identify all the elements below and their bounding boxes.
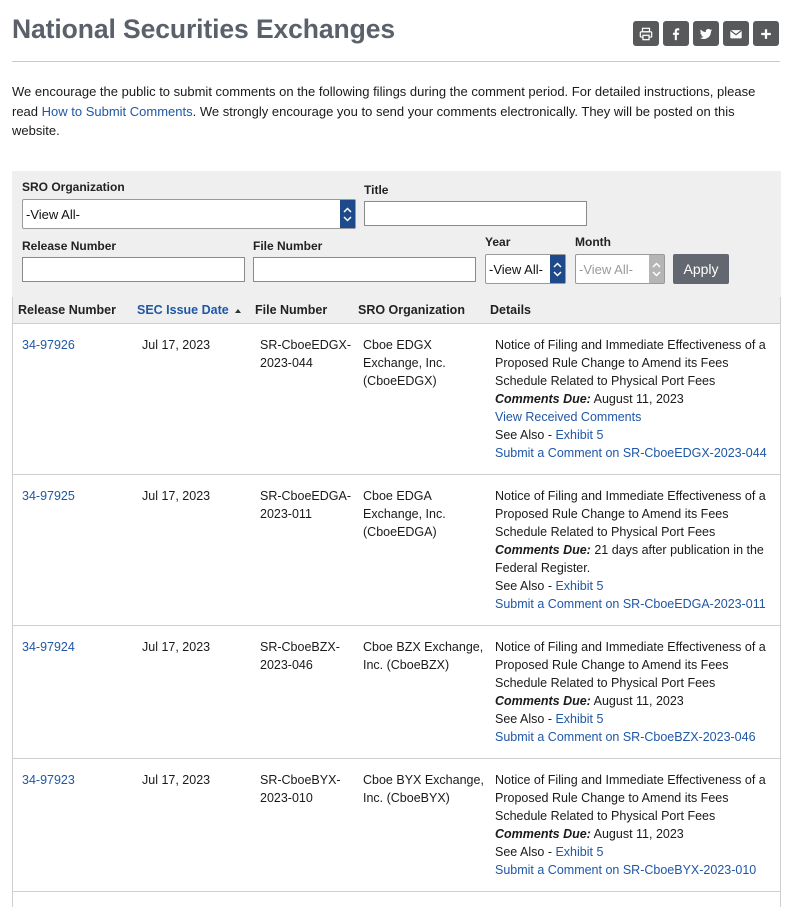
month-select-value: -View All-: [579, 262, 633, 277]
select-arrows-icon: [649, 255, 664, 283]
comments-due-value: 21 days after publication in the Federal Register.: [495, 543, 764, 575]
issue-date: Jul 17, 2023: [142, 489, 211, 503]
sort-ascending-icon: [235, 309, 241, 313]
comments-due: [495, 692, 779, 710]
table-row: [13, 626, 780, 759]
column-header-sec-issue-date[interactable]: [137, 303, 241, 317]
column-header-release-number[interactable]: Release Number: [18, 303, 116, 317]
comments-due: [495, 541, 779, 577]
notice-text: Notice of Filing and Immediate Effectiveness of a Proposed Rule Change to Amend its Fees Schedule Related to Physical Port Fees: [495, 489, 766, 539]
exhibit-link[interactable]: Exhibit 5: [555, 845, 604, 859]
file-number-input[interactable]: [253, 257, 476, 282]
see-also: [495, 710, 779, 728]
see-also: [495, 426, 779, 444]
see-also-label: See Also -: [495, 712, 556, 726]
comments-due-label: Comments Due:: [495, 543, 591, 557]
details: [495, 638, 779, 746]
notice-text: Notice of Filing and Immediate Effectiveness of a Proposed Rule Change to Amend its Fees Schedule Related to Physical Port Fees: [495, 640, 766, 690]
comments-due: [495, 390, 779, 408]
exhibit-link[interactable]: Exhibit 5: [555, 428, 604, 442]
select-arrows-icon: [340, 200, 355, 228]
see-also: [495, 577, 779, 595]
details: [495, 336, 779, 462]
share-toolbar: [633, 21, 779, 46]
title-label: Title: [364, 183, 389, 197]
print-icon: [639, 27, 653, 41]
sro-organization: Cboe EDGA Exchange, Inc. (CboeEDGA): [363, 489, 446, 539]
view-received-comments-link[interactable]: View Received Comments: [495, 410, 642, 424]
see-also-label: See Also -: [495, 428, 556, 442]
column-header-details: Details: [490, 303, 531, 317]
title-divider: [12, 61, 780, 62]
comments-due: [495, 825, 779, 843]
table-header: [13, 297, 780, 324]
table-row: [13, 759, 780, 892]
issue-date: Jul 17, 2023: [142, 640, 211, 654]
twitter-button[interactable]: [693, 21, 719, 46]
intro-text: [12, 82, 782, 141]
print-button[interactable]: [633, 21, 659, 46]
release-number-link[interactable]: 34-97926: [22, 338, 75, 352]
column-header-file-number[interactable]: File Number: [255, 303, 328, 317]
submit-comment-link[interactable]: Submit a Comment on SR-CboeBZX-2023-046: [495, 730, 756, 744]
table-row: [13, 324, 780, 475]
title-input[interactable]: [364, 201, 587, 226]
see-also: [495, 843, 779, 861]
email-button[interactable]: [723, 21, 749, 46]
twitter-icon: [699, 27, 713, 41]
apply-button[interactable]: Apply: [673, 254, 729, 284]
month-select[interactable]: [575, 254, 665, 284]
details: [495, 771, 779, 879]
release-number-input[interactable]: [22, 257, 245, 282]
file-number: SR-CboeEDGX-2023-044: [260, 338, 351, 370]
issue-date: Jul 17, 2023: [142, 773, 211, 787]
filter-panel: [12, 171, 781, 297]
column-header-sro-organization[interactable]: SRO Organization: [358, 303, 465, 317]
release-number-label: Release Number: [22, 239, 117, 253]
sro-select[interactable]: [22, 199, 356, 229]
details: [495, 487, 779, 613]
year-label: Year: [485, 235, 511, 249]
submit-comment-link[interactable]: Submit a Comment on SR-CboeBYX-2023-010: [495, 863, 757, 877]
see-also-label: See Also -: [495, 845, 556, 859]
file-number: SR-CboeBZX-2023-046: [260, 640, 340, 672]
comments-due-label: Comments Due:: [495, 694, 591, 708]
email-icon: [729, 27, 743, 41]
submit-comment-link[interactable]: Submit a Comment on SR-CboeEDGX-2023-044: [495, 446, 767, 460]
release-number-link[interactable]: 34-97925: [22, 489, 75, 503]
sro-organization: Cboe BZX Exchange, Inc. (CboeBZX): [363, 640, 484, 672]
sro-organization: Cboe BYX Exchange, Inc. (CboeBYX): [363, 773, 484, 805]
more-share-button[interactable]: [753, 21, 779, 46]
notice-text: Notice of Filing and Immediate Effectiveness of a Proposed Rule Change to Amend its Fees Schedule Related to Physical Port Fees: [495, 338, 766, 388]
file-number: SR-CboeBYX-2023-010: [260, 773, 341, 805]
comments-due-label: Comments Due:: [495, 827, 591, 841]
release-number-link[interactable]: 34-97923: [22, 773, 75, 787]
facebook-button[interactable]: [663, 21, 689, 46]
comments-due-value: August 11, 2023: [593, 392, 684, 406]
intro-text-part1: We encourage the public to submit comments on the following filings during the comment period. For detailed instructions, please read: [12, 84, 756, 119]
plus-icon: [759, 27, 773, 41]
file-number-label: File Number: [253, 239, 323, 253]
see-also-label: See Also -: [495, 579, 556, 593]
year-select[interactable]: [485, 254, 566, 284]
page-title: National Securities Exchanges: [12, 14, 395, 44]
comments-due-label: Comments Due:: [495, 392, 591, 406]
facebook-icon: [669, 27, 683, 41]
exhibit-link[interactable]: Exhibit 5: [555, 579, 604, 593]
column-header-sec-issue-date-label: SEC Issue Date: [137, 303, 229, 317]
issue-date: Jul 17, 2023: [142, 338, 211, 352]
filings-table: [12, 297, 781, 907]
comments-due-value: August 11, 2023: [593, 827, 684, 841]
select-arrows-icon: [550, 255, 565, 283]
table-row: [13, 475, 780, 626]
sro-label: SRO Organization: [22, 180, 125, 194]
intro-text-part2: . We strongly encourage you to send your comments electronically. They will be posted on this website.: [12, 103, 735, 138]
sro-organization: Cboe EDGX Exchange, Inc. (CboeEDGX): [363, 338, 446, 388]
how-to-submit-link[interactable]: How to Submit Comments: [41, 103, 193, 119]
submit-comment-link[interactable]: Submit a Comment on SR-CboeEDGA-2023-011: [495, 597, 766, 611]
exhibit-link[interactable]: Exhibit 5: [555, 712, 604, 726]
sro-select-value: -View All-: [26, 207, 80, 222]
notice-text: Notice of Filing and Immediate Effectiveness of a Proposed Rule Change to Amend its Fees Schedule Related to Physical Port Fees: [495, 773, 766, 823]
release-number-link[interactable]: 34-97924: [22, 640, 75, 654]
file-number: SR-CboeEDGA-2023-011: [260, 489, 351, 521]
year-select-value: -View All-: [489, 262, 543, 277]
month-label: Month: [575, 235, 611, 249]
comments-due-value: August 11, 2023: [593, 694, 684, 708]
